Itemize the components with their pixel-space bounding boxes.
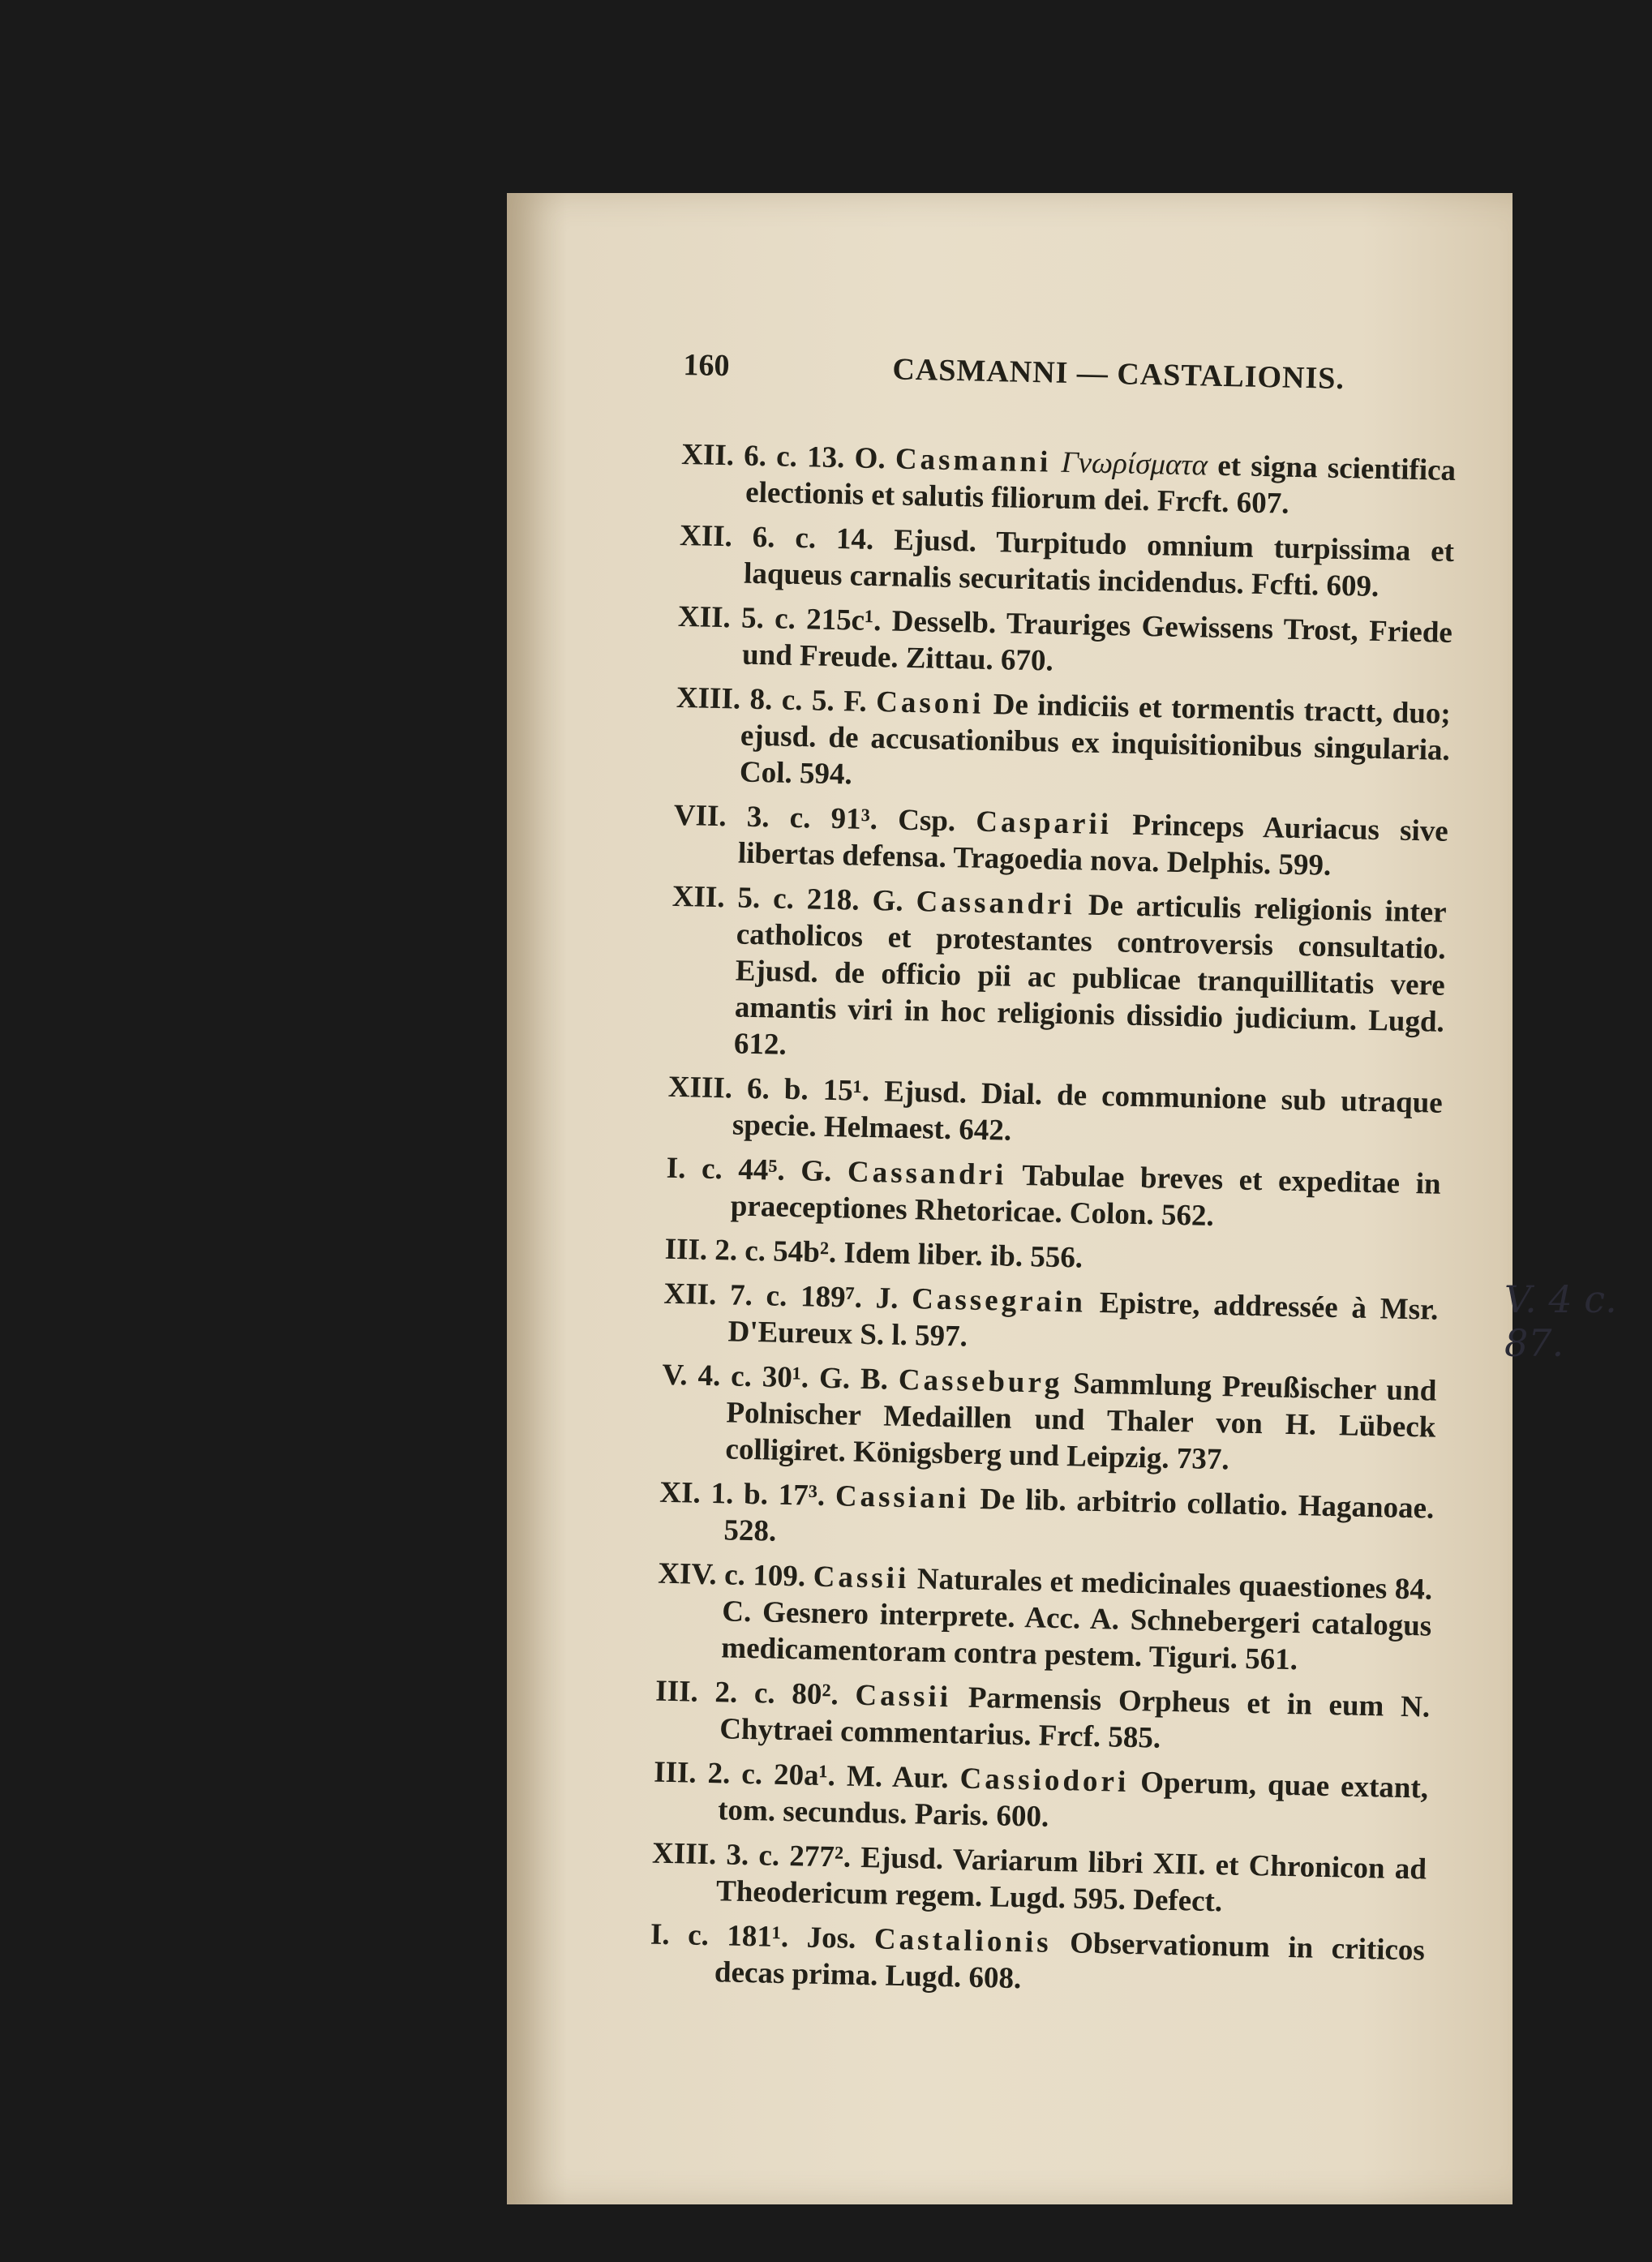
entry-text: De indiciis et tormentis tractt, duo; ejusd. de accusationibus ex inquisitionibus singularia. Col. 594. bbox=[739, 688, 1452, 792]
author-name: Cassandri bbox=[916, 885, 1076, 922]
author-name: Cassiani bbox=[835, 1479, 970, 1516]
running-head-title: CASMANNI — CASTALIONIS. bbox=[892, 352, 1345, 397]
catalog-entry bbox=[659, 1474, 1435, 1564]
book-page bbox=[507, 193, 1513, 2204]
entry-text: Idem liber. ib. 556. bbox=[843, 1236, 1083, 1275]
author-name: Casmanni bbox=[895, 442, 1052, 479]
shelf-mark: XII. 6. c. 14. bbox=[679, 518, 874, 556]
shelf-mark: XIII. 8. c. 5. bbox=[676, 680, 835, 718]
page-number: 160 bbox=[683, 347, 730, 384]
shelf-mark: VII. 3. c. 91³. bbox=[673, 798, 878, 837]
catalog-entry bbox=[675, 680, 1452, 805]
entry-text: Princeps Auriacus sive libertas defensa. Tragoedia nova. Delphis. 599. bbox=[737, 808, 1449, 882]
catalog-entries bbox=[650, 436, 1457, 2006]
author-name: Cassiodori bbox=[959, 1762, 1130, 1799]
shelf-mark: XII. 6. c. 13. bbox=[680, 437, 845, 475]
catalog-entry bbox=[665, 1150, 1441, 1239]
catalog-entry bbox=[672, 797, 1448, 886]
catalog-entry bbox=[679, 517, 1455, 607]
shelf-mark: V. 4. c. 30¹. bbox=[662, 1358, 809, 1395]
catalog-entry bbox=[651, 1835, 1427, 1925]
entry-text: Tabulae breves et expeditae in praeceptiones Rhetoricae. Colon. 562. bbox=[730, 1158, 1442, 1233]
entry-text: Ejusd. Variarum libri XII. et Chronicon ad Theodericum regem. Lugd. 595. Defect. bbox=[715, 1840, 1427, 1919]
entry-text: Desselb. Trauriges Gewissens Trost, Friede und Freude. Zittau. 670. bbox=[741, 604, 1453, 678]
shelf-mark: XI. 1. b. 17³. bbox=[659, 1475, 826, 1513]
page-text-block bbox=[649, 347, 1457, 2014]
author-initial: G. bbox=[872, 884, 904, 918]
catalog-entry bbox=[680, 436, 1457, 526]
entry-text: Epistre, addressée à Msr. D'Eureux S. l. 597. bbox=[727, 1286, 1439, 1354]
shelf-mark: III. 2. c. 20a¹. bbox=[653, 1755, 836, 1793]
entry-text: Ejusd. Turpitudo omnium turpissima et laqueus carnalis securitatis incidendus. Fcfti. 609. bbox=[743, 523, 1455, 604]
entry-text: Parmensis Orpheus et in eum N. Chytraei commentarius. Frcf. 585. bbox=[719, 1680, 1431, 1755]
shelf-mark: III. 2. c. 54b². bbox=[664, 1232, 837, 1270]
entry-text: et signa scientifica electionis et salutis filiorum dei. Frcft. 607. bbox=[744, 449, 1457, 521]
catalog-entry bbox=[667, 1069, 1443, 1158]
greek-title: Γνωρίσματα bbox=[1061, 445, 1208, 483]
author-name: Cassandri bbox=[847, 1155, 1007, 1192]
shelf-mark: XIV. c. 109. bbox=[657, 1556, 806, 1594]
entry-text: De articulis religionis inter catholicos et protestantes controversis consultatio. Ejusd. de officio pii ac publicae tranquillitatis vere amantis viri in hoc religionis dissidio judicium. Lugd. 612. bbox=[733, 888, 1448, 1062]
running-head bbox=[682, 347, 1457, 428]
handwritten-margin-note: V. 4 c. 87. bbox=[1504, 1277, 1617, 1365]
author-name: Casseburg bbox=[898, 1363, 1063, 1401]
entry-text: Observationum in criticos decas prima. Lugd. 608. bbox=[714, 1926, 1426, 1996]
catalog-entry bbox=[663, 1276, 1439, 1365]
shelf-mark: XII. 5. c. 215c¹. bbox=[677, 599, 882, 638]
author-initial: G. B. bbox=[818, 1361, 889, 1397]
catalog-entry bbox=[669, 878, 1448, 1077]
author-name: Casparii bbox=[975, 805, 1113, 842]
shelf-mark: XII. 5. c. 218. bbox=[672, 879, 860, 917]
shelf-mark: XII. 7. c. 189⁷. bbox=[663, 1277, 863, 1315]
catalog-entry bbox=[653, 1754, 1429, 1844]
shelf-mark: III. 2. c. 80². bbox=[654, 1674, 839, 1712]
author-initial: J. bbox=[875, 1281, 899, 1316]
author-initial: Jos. bbox=[806, 1921, 856, 1955]
shelf-mark: XIII. 6. b. 15¹. bbox=[667, 1070, 870, 1108]
entry-text: Operum, quae extant, tom. secundus. Paris. 600. bbox=[717, 1766, 1429, 1834]
catalog-entry bbox=[664, 1231, 1440, 1284]
entry-text: De lib. arbitrio collatio. Haganoae. 528. bbox=[723, 1482, 1435, 1548]
entry-text: Ejusd. Dial. de communione sub utraque specie. Helmaest. 642. bbox=[732, 1075, 1444, 1148]
shelf-mark: I. c. 181¹. bbox=[650, 1917, 789, 1955]
author-name: Casoni bbox=[875, 685, 985, 721]
author-initial: O. bbox=[854, 441, 886, 476]
entry-text: Naturales et medicinales quaestiones 84. C. Gesnero interprete. Acc. A. Schnebergeri catalogus medicamentoram contra pestem. Tiguri. 561. bbox=[720, 1562, 1433, 1677]
catalog-entry bbox=[660, 1357, 1437, 1483]
shelf-mark: XIII. 3. c. 277². bbox=[651, 1836, 852, 1874]
shelf-mark: I. c. 44⁵. bbox=[666, 1151, 786, 1187]
author-name: Cassii bbox=[813, 1560, 910, 1596]
author-name: Cassegrain bbox=[911, 1282, 1087, 1320]
catalog-entry bbox=[677, 599, 1453, 688]
author-initial: G. bbox=[800, 1154, 832, 1189]
author-initial: F. bbox=[843, 685, 868, 719]
author-name: Cassii bbox=[855, 1678, 952, 1715]
author-initial: M. Aur. bbox=[846, 1759, 950, 1796]
catalog-entry bbox=[650, 1916, 1426, 2006]
author-name: Castalionis bbox=[873, 1922, 1053, 1959]
entry-text: Sammlung Preußischer und Polnischer Medaillen und Thaler von H. Lübeck colligiret. Königsberg und Leipzig. 737. bbox=[725, 1367, 1437, 1477]
author-initial: Csp. bbox=[897, 803, 956, 839]
catalog-entry bbox=[654, 1673, 1431, 1762]
catalog-entry bbox=[656, 1556, 1433, 1681]
